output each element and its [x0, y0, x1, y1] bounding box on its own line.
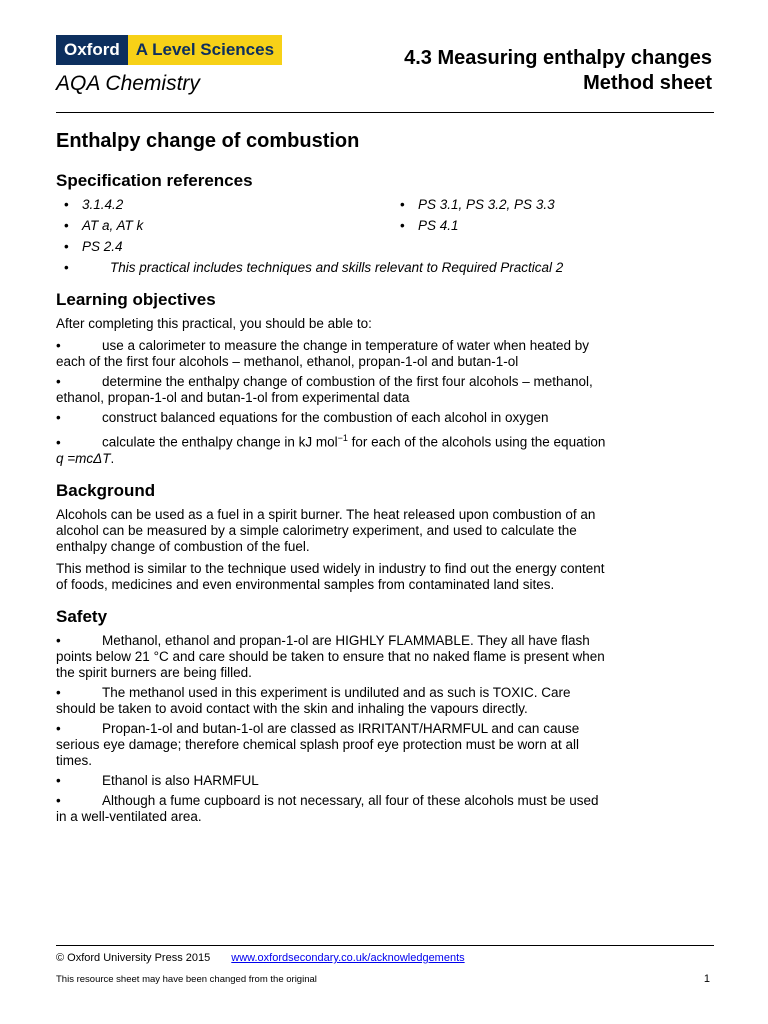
copyright-text: © Oxford University Press 2015	[56, 952, 211, 964]
footer-copyright-line	[56, 952, 465, 964]
spec-note: • This practical includes techniques and skills relevant to Required Practical 2	[64, 260, 564, 275]
footer-divider	[56, 945, 714, 946]
background-paragraph: This method is similar to the technique used widely in industry to find out the energy content of foods, medicines and even environmental samples from contaminated land sites.	[56, 560, 605, 592]
safety-item: • The methanol used in this experiment is undiluted and as such is TOXIC. Care should be taken to avoid contact with the skin and inhaling the vapours directly.	[56, 684, 571, 716]
safety-heading: Safety	[56, 606, 108, 626]
background-heading: Background	[56, 480, 156, 500]
safety-item: • Propan-1-ol and butan-1-ol are classed as IRRITANT/HARMFUL and can cause serious eye damage; therefore chemical splash proof eye protection must be worn at all times.	[56, 720, 580, 768]
spec-heading: Specification references	[56, 171, 253, 190]
document-body	[56, 130, 612, 829]
safety-item: • Although a fume cupboard is not necessary, all four of these alcohols must be used in a well-ventilated area.	[56, 792, 599, 824]
safety-item: • Methanol, ethanol and propan-1-ol are HIGHLY FLAMMABLE. They all have flash points below 21 °C and care should be taken to ensure that no naked flame is present when the spirit burners are being filled.	[56, 632, 605, 680]
objective-item: • construct balanced equations for the combustion of each alcohol in oxygen	[56, 410, 549, 425]
background-paragraph: Alcohols can be used as a fuel in a spirit burner. The heat released upon combustion of an alcohol can be measured by a simple calorimetry experiment, and used to calculate the enthalpy change of combustion of the fuel.	[56, 506, 596, 554]
spec-item: • 3.1.4.2	[64, 197, 124, 212]
header-divider	[56, 112, 714, 113]
logo-series-text: A Level Sciences	[128, 35, 282, 65]
objective-item: • calculate the enthalpy change in kJ mol$^{-1}$ for each of the alcohols using the equation q =mcΔT.	[56, 433, 606, 466]
objective-item: • determine the enthalpy change of combustion of the first four alcohols – methanol, ethanol, propan-1-ol and butan-1-ol from experimental data	[56, 374, 593, 405]
oxford-logo	[56, 35, 282, 65]
safety-item: • Ethanol is also HARMFUL	[56, 772, 259, 788]
spec-references	[56, 197, 612, 276]
spec-item: • AT a, AT k	[64, 218, 144, 233]
objectives-heading: Learning objectives	[56, 290, 216, 309]
spec-item: • PS 4.1	[400, 218, 459, 233]
logo-oxford-text: Oxford	[56, 35, 128, 65]
sheet-title-line2: Method sheet	[583, 72, 712, 94]
sheet-title	[404, 46, 712, 96]
equation: q =mcΔT	[56, 450, 111, 466]
objective-item: • use a calorimeter to measure the change in temperature of water when heated by each of the first four alcohols – methanol, ethanol, propan-1-ol and butan-1-ol	[56, 338, 590, 369]
objectives-intro: After completing this practical, you should be able to:	[56, 316, 372, 331]
spec-item: • PS 2.4	[64, 239, 123, 254]
footer-note: This resource sheet may have been changed from the original	[56, 974, 317, 985]
sheet-title-line1: 4.3 Measuring enthalpy changes	[404, 47, 712, 69]
acknowledgements-link[interactable]: www.oxfordsecondary.co.uk/acknowledgements	[231, 952, 465, 964]
page-number: 1	[703, 973, 710, 985]
subject-title: AQA Chemistry	[56, 72, 200, 95]
spec-item: • PS 3.1, PS 3.2, PS 3.3	[400, 197, 555, 212]
page-title: Enthalpy change of combustion	[56, 130, 360, 152]
